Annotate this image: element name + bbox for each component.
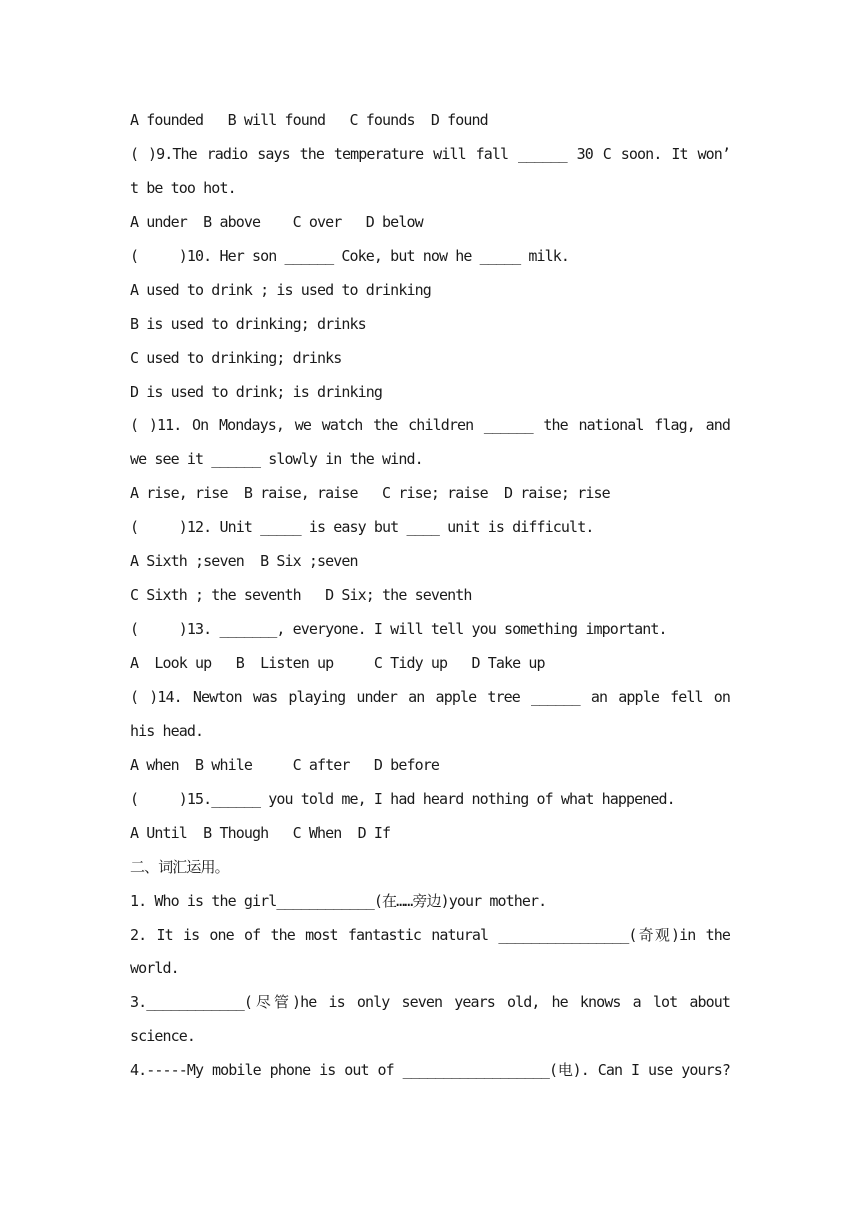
text-line: A under B above C over D below <box>130 212 423 231</box>
text-line: world. <box>130 959 179 978</box>
text-line: ( )9.The radio says the temperature will fall ______ 30 C soon. It won’ <box>130 144 730 163</box>
text-line: A Look up B Listen up C Tidy up D Take up <box>130 654 545 672</box>
text-line: D is used to drink; is drinking <box>130 382 383 401</box>
text-line: C used to drinking; drinks <box>130 348 342 367</box>
text-line: ( )15.______ you told me, I had heard nothing of what happened. <box>130 789 675 808</box>
document-page <box>130 104 730 1088</box>
text-line: 2. It is one of the most fantastic natural ________________(奇观)in the <box>130 925 730 944</box>
text-line: ( )11. On Mondays, we watch the children ______ the national flag, and <box>130 416 730 435</box>
text-line: we see it ______ slowly in the wind. <box>130 450 423 469</box>
text-line: ( )12. Unit _____ is easy but ____ unit is difficult. <box>130 518 594 537</box>
text-line: t be too hot. <box>130 178 236 197</box>
text-line: 4.-----My mobile phone is out of __________________(电). Can I use yours? <box>130 1061 730 1080</box>
text-line: A when B while C after D before <box>130 755 439 774</box>
text-line: 3.____________(尽管)he is only seven years old, he knows a lot about <box>130 993 730 1012</box>
text-line: A founded B will found C founds D found <box>130 111 488 129</box>
text-line: A Sixth ;seven B Six ;seven <box>130 552 358 571</box>
text-line: ( )13. _______, everyone. I will tell you something important. <box>130 620 667 639</box>
text-line: C Sixth ; the seventh D Six; the seventh <box>130 586 472 605</box>
text-line: 1. Who is the girl____________(在……旁边)your mother. <box>130 891 547 910</box>
text-line: science. <box>130 1027 196 1046</box>
text-line: 二、词汇运用。 <box>130 857 229 876</box>
text-line: his head. <box>130 721 204 740</box>
text-line: ( )10. Her son ______ Coke, but now he _____ milk. <box>130 246 570 265</box>
text-line: A used to drink ; is used to drinking <box>130 280 431 299</box>
text-line: A Until B Though C When D If <box>130 823 391 842</box>
text-line: A rise, rise B raise, raise C rise; raise D raise; rise <box>130 484 610 503</box>
text-line: ( )14. Newton was playing under an apple tree ______ an apple fell on <box>130 687 730 706</box>
text-line: B is used to drinking; drinks <box>130 314 366 333</box>
